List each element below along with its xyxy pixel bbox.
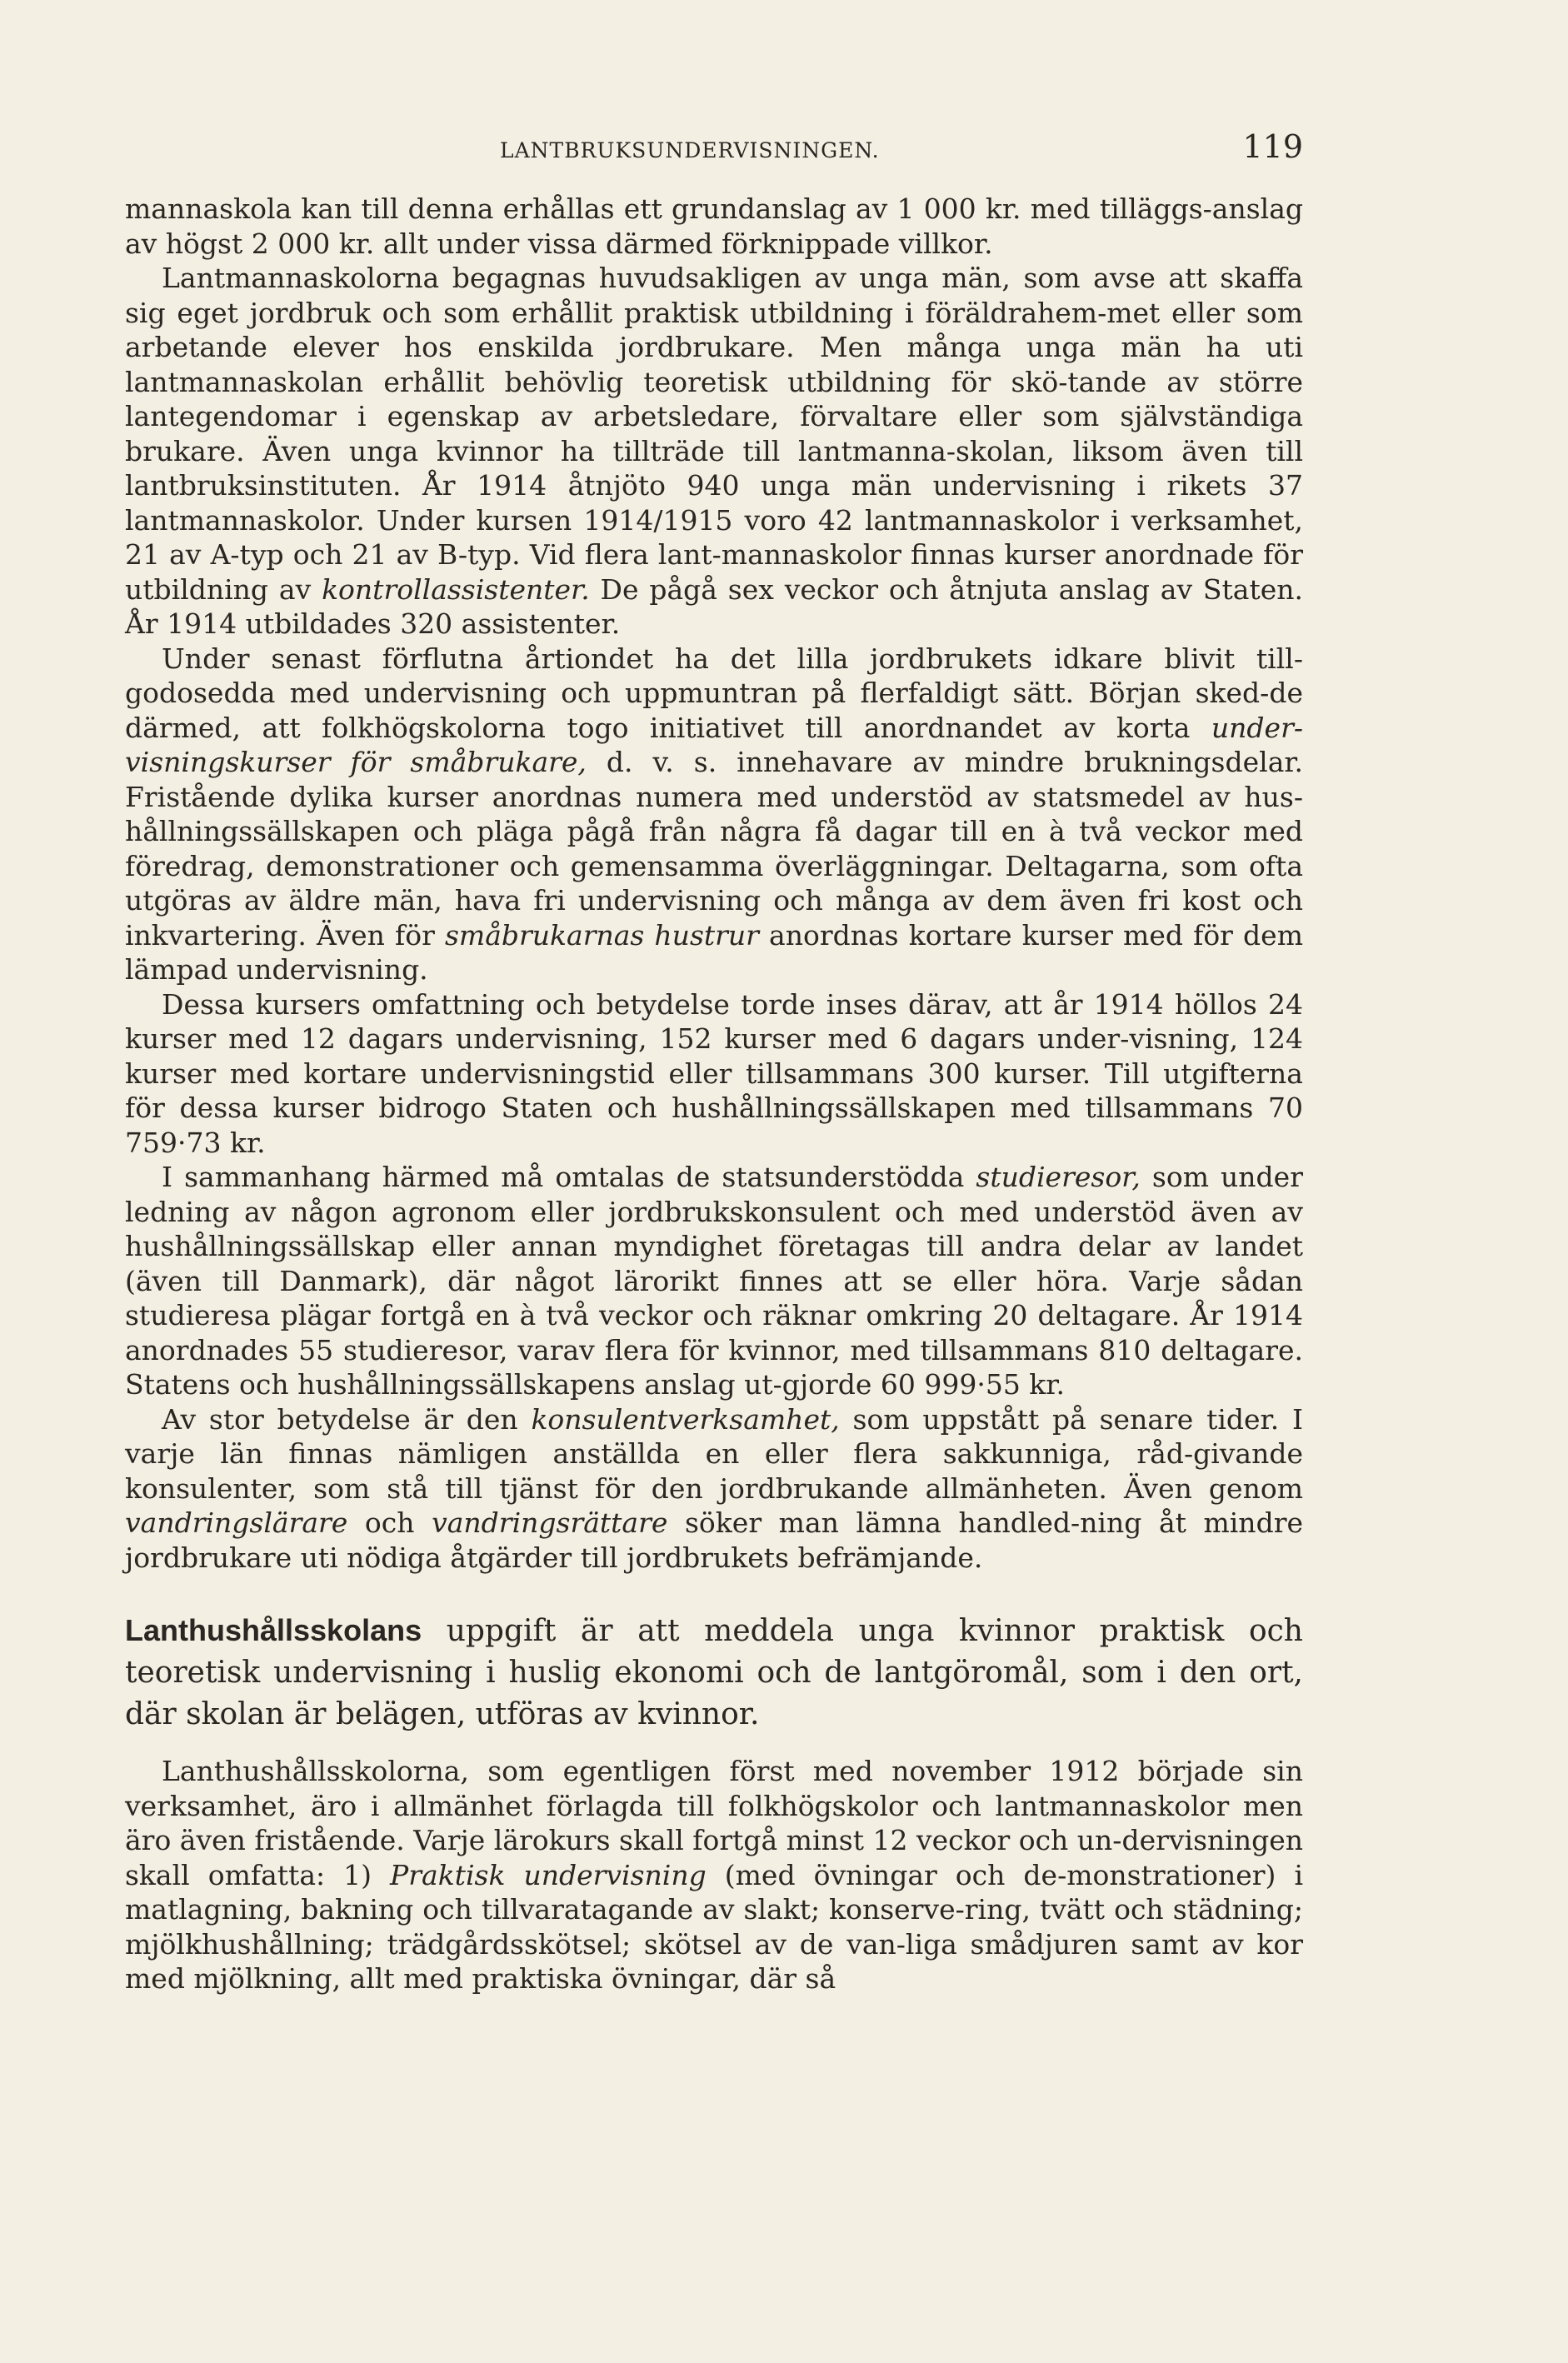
paragraph-text: Av stor betydelse är den — [162, 1402, 532, 1436]
paragraph-text: söker man lämna handled-ning åt mindre jordbrukare uti nödiga åtgärder till jordbrukets befrämjande. — [125, 1506, 1303, 1574]
paragraph-text: I sammanhang härmed må omtalas de statsunderstödda — [162, 1161, 976, 1193]
page-number: 119 — [1242, 128, 1303, 165]
paragraph-smabrukare — [125, 642, 1303, 987]
body-text — [125, 192, 1303, 1996]
paragraph-konsulentverksamhet — [125, 1402, 1303, 1576]
paragraph-studieresor — [125, 1160, 1303, 1402]
emphasis-kontrollassistenter: kontrollassistenter. — [322, 572, 590, 606]
paragraph-text: Lanthushållsskolorna, som egentligen först med november 1912 började sin verksamhet, äro i allmänhet förlagda till folkhögskolor och lantmannaskolor men äro även fristående. Varje lärokurs skall fortgå minst 12 veckor och un-dervisningen skall omfatta: 1) — [125, 1755, 1303, 1891]
section-lead-lanthushallsskolans — [125, 1610, 1303, 1736]
emphasis-praktisk-undervisning: Praktisk undervisning — [390, 1858, 707, 1891]
paragraph-lanthushallsskolorna — [125, 1754, 1303, 1996]
running-head: LANTBRUKSUNDERVISNINGEN. — [500, 138, 880, 162]
paragraph-text: som uppstått på senare tider. I varje län finnas nämligen anställda en eller flera sakkunniga, råd-givande konsulenter, som stå till tjänst för den jordbrukande allmänheten. Även genom — [125, 1402, 1303, 1505]
paragraph-text: mannaskola kan till denna erhållas ett grundanslag av 1 000 kr. med tilläggs-anslag av högst 2 000 kr. allt under vissa därmed förknippade villkor. — [125, 192, 1303, 260]
paragraph-text: (med övningar och de-monstrationer) i matlagning, bakning och tillvaratagande av slakt; konserve-ring, tvätt och städning; mjölkhushållning; trädgårdsskötsel; skötsel av de van-liga smådjuren samt av kor med mjölkning, allt med praktiska övningar, där så — [125, 1858, 1303, 1995]
emphasis-vandringslarare: vandringslärare — [125, 1506, 348, 1539]
paragraph-text: uppgift är att meddela unga kvinnor praktisk och teoretisk undervisning i huslig ekonomi och de lantgöromål, som i den ort, där skolan är belägen, utföras av kvinnor. — [125, 1614, 1303, 1731]
paragraph-text: som under ledning av någon agronom eller jordbrukskonsulent och med understöd även av hushållningssällskap eller annan myndighet företagas till andra delar av landet (även till Danmark), där något lärorikt finnes att se eller höra. Varje sådan studieresa plägar fortgå en à två veckor och räknar omkring 20 deltagare. År 1914 anordnades 55 studieresor, varav flera för kvinnor, med tillsammans 810 deltagare. Statens och hushållningssällskapens anslag ut-gjorde 60 999·55 kr. — [125, 1161, 1303, 1401]
emphasis-studieresor: studieresor, — [976, 1161, 1141, 1193]
paragraph-text: De pågå sex veckor och åtnjuta anslag av Staten. År 1914 utbildades 320 assistenter. — [125, 572, 1304, 640]
paragraph-continuation — [125, 192, 1303, 261]
emphasis-undervisningskurser: under-visningskurser för småbrukare, — [125, 711, 1303, 778]
paragraph-text: anordnas kortare kurser med för dem lämpad undervisning. — [125, 918, 1304, 986]
paragraph-text: Lantmannaskolorna begagnas huvudsakligen av unga män, som avse att skaffa sig eget jordbruk och som erhållit praktisk utbildning i föräldrahem-met eller som arbetande elever hos enskilda jordbrukare. Men många unga män ha uti lantmannaskolan erhållit behövlig teoretisk utbildning för skö-tande av större lantegendomar i egenskap av arbetsledare, förvaltare eller som självständiga brukare. Även unga kvinnor ha tillträde till lantmanna-skolan, liksom även till lantbruksinstituten. År 1914 åtnjöto 940 unga män undervisning i rikets 37 lantmannaskolor. Under kursen 1914/1915 voro 42 lantmannaskolor i verksamhet, 21 av A-typ och 21 av B-typ. Vid flera lant-mannaskolor finnas kurser anordnade för utbildning av — [125, 262, 1303, 606]
paragraph-kursers-omfattning — [125, 987, 1303, 1161]
page-header — [125, 123, 1303, 173]
emphasis-smabrukarnas-hustrur: småbrukarnas hustrur — [444, 918, 759, 952]
paragraph-text: och — [347, 1506, 432, 1539]
paragraph-lantmannaskolor — [125, 261, 1303, 642]
section-heading: Lanthushållsskolans — [125, 1613, 422, 1647]
emphasis-vandringsrattare: vandringsrättare — [432, 1506, 668, 1539]
section-spacer — [125, 1575, 1303, 1610]
paragraph-text: Under senast förflutna årtiondet ha det lilla jordbrukets idkare blivit till-godosedda med undervisning och uppmuntran på flerfaldigt sätt. Början sked-de därmed, att folkhögskolorna togo initiativet till anordnandet av korta — [125, 642, 1303, 744]
paragraph-text: Dessa kursers omfattning och betydelse torde inses därav, att år 1914 höllos 24 kurser med 12 dagars undervisning, 152 kurser med 6 dagars under-visning, 124 kurser med kortare undervisningstid eller tillsammans 300 kurser. Till utgifterna för dessa kurser bidrogo Staten och hushållningssällskapen med tillsammans 70 759·73 kr. — [125, 987, 1303, 1159]
paragraph-text: d. v. s. innehavare av mindre brukningsdelar. Fristående dylika kurser anordnas numera med understöd av statsmedel av hus-hållningssällskapen och pläga pågå från några få dagar till en à två veckor med föredrag, demonstrationer och gemensamma överläggningar. Deltagarna, som ofta utgöras av äldre män, hava fri undervisning och många av dem även fri kost och inkvartering. Även för — [125, 746, 1304, 952]
emphasis-konsulentverksamhet: konsulentverksamhet, — [531, 1402, 840, 1436]
